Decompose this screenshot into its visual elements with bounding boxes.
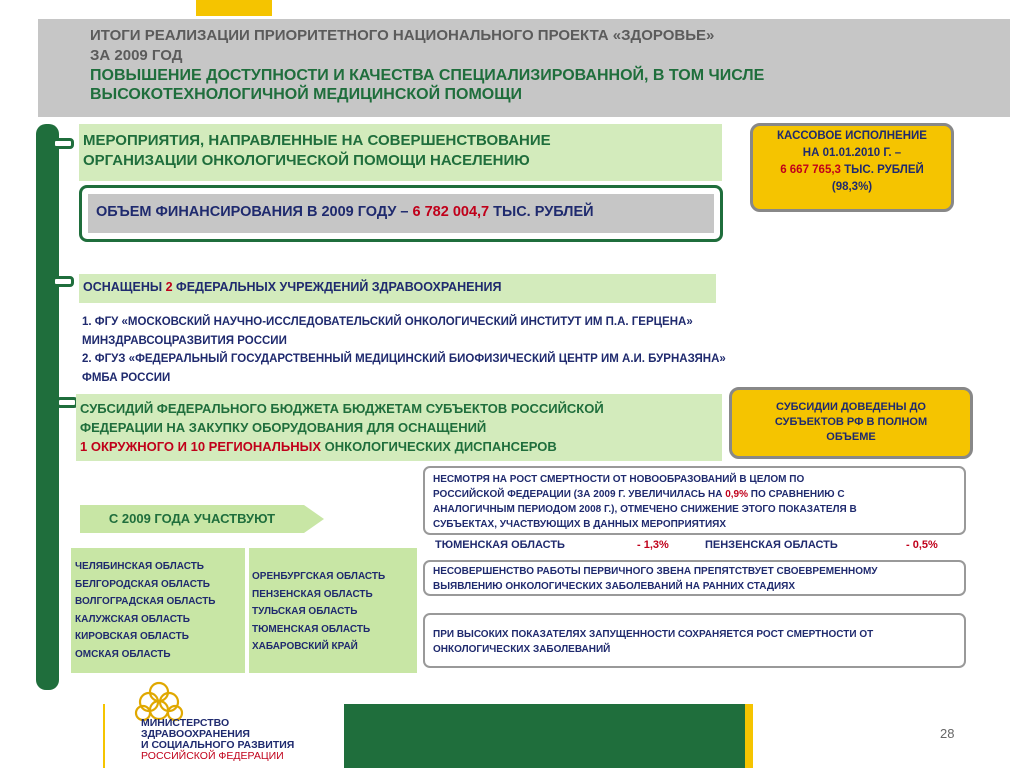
- mortality-note: [423, 466, 966, 535]
- equipped-suffix: ФЕДЕРАЛЬНЫХ УЧРЕЖДЕНИЙ ЗДРАВООХРАНЕНИЯ: [172, 280, 502, 294]
- header-line-3: ПОВЫШЕНИЕ ДОСТУПНОСТИ И КАЧЕСТВА СПЕЦИАЛИЗИРОВАННОЙ, В ТОМ ЧИСЛЕ: [90, 67, 765, 84]
- ministry-line-3: И СОЦИАЛЬНОГО РАЗВИТИЯ: [141, 739, 295, 751]
- ministry-line-4: РОССИЙСКОЙ ФЕДЕРАЦИИ: [141, 750, 284, 762]
- late-diagnosis-note: [423, 613, 966, 668]
- participation-label: С 2009 ГОДА УЧАСТВУЮТ: [108, 511, 276, 526]
- section-subsidies: [76, 394, 722, 461]
- top-accent-strip: [196, 0, 272, 16]
- note1-line-3: АНАЛОГИЧНЫМ ПЕРИОДОМ 2008 Г.), ОТМЕЧЕНО СНИЖЕНИЕ ЭТОГО ПОКАЗАТЕЛЯ В: [433, 504, 857, 515]
- subsidies-line-2: ФЕДЕРАЦИИ НА ЗАКУПКУ ОБОРУДОВАНИЯ ДЛЯ ОСНАЩЕНИЙ: [80, 420, 487, 435]
- section-equipped-institutions: [79, 274, 716, 303]
- equipped-count: 2: [165, 280, 173, 294]
- institution-2-name: 2. ФГУЗ «ФЕДЕРАЛЬНЫЙ ГОСУДАРСТВЕННЫЙ МЕДИЦИНСКИЙ БИОФИЗИЧЕСКИЙ ЦЕНТР ИМ А.И. БУРНАЗЯНА»: [82, 353, 726, 365]
- subsidies-count: 1 ОКРУЖНОГО И 10 РЕГИОНАЛЬНЫХ: [80, 439, 322, 454]
- header-line-2: ЗА 2009 ГОД: [90, 47, 183, 64]
- ministry-line-2: ЗДРАВООХРАНЕНИЯ: [141, 728, 250, 740]
- footer-yellow-strip: [745, 704, 753, 768]
- region-item: БЕЛГОРОДСКАЯ ОБЛАСТЬ: [75, 578, 210, 590]
- regions-left-list: [71, 548, 245, 673]
- subsidies-delivered-box: [729, 387, 973, 459]
- institution-1-name: 1. ФГУ «МОСКОВСКИЙ НАУЧНО-ИССЛЕДОВАТЕЛЬСКИЙ ОНКОЛОГИЧЕСКИЙ ИНСТИТУТ ИМ П.А. ГЕРЦЕНА»: [82, 316, 693, 328]
- region-item: КИРОВСКАЯ ОБЛАСТЬ: [75, 631, 189, 642]
- subsidy-line-2: СУБЪЕКТОВ РФ В ПОЛНОМ: [774, 416, 928, 428]
- subsidies-line-1: СУБСИДИЙ ФЕДЕРАЛЬНОГО БЮДЖЕТА БЮДЖЕТАМ СУБЪЕКТОВ РОССИЙСКОЙ: [80, 401, 604, 416]
- note1-line-1: НЕСМОТРЯ НА РОСТ СМЕРТНОСТИ ОТ НОВООБРАЗОВАНИЙ В ЦЕЛОМ ПО: [433, 474, 805, 485]
- section-title-line-2: ОРГАНИЗАЦИИ ОНКОЛОГИЧЕСКОЙ ПОМОЩИ НАСЕЛЕНИЮ: [83, 152, 530, 169]
- cash-value: 6 667 765,3: [780, 164, 841, 176]
- header-line-4: ВЫСОКОТЕХНОЛОГИЧНОЙ МЕДИЦИНСКОЙ ПОМОЩИ: [90, 86, 523, 103]
- note1-increase: 0,9%: [725, 489, 748, 500]
- footer-divider: [103, 704, 105, 768]
- funding-suffix: ТЫС. РУБЛЕЙ: [489, 204, 594, 220]
- timeline-marker: [52, 138, 74, 149]
- subsidy-line-3: ОБЪЕМЕ: [826, 431, 876, 443]
- stat-region-1: ТЮМЕНСКАЯ ОБЛАСТЬ: [435, 539, 565, 551]
- region-item: ТУЛЬСКАЯ ОБЛАСТЬ: [252, 606, 358, 617]
- header-banner: [38, 19, 1010, 117]
- institution-1-ministry: МИНЗДРАВСОЦРАЗВИТИЯ РОССИИ: [82, 334, 287, 347]
- cash-execution-box: [750, 123, 954, 212]
- primary-care-note: [423, 560, 966, 596]
- cash-unit: ТЫС. РУБЛЕЙ: [840, 164, 924, 176]
- region-item: ВОЛГОГРАДСКАЯ ОБЛАСТЬ: [75, 596, 216, 607]
- note1-line-2b: ПО СРАВНЕНИЮ С: [748, 489, 845, 500]
- institutions-list: [82, 313, 882, 387]
- equipped-prefix: ОСНАЩЕНЫ: [83, 280, 166, 294]
- region-item: ХАБАРОВСКИЙ КРАЙ: [252, 641, 358, 652]
- header-line-1: ИТОГИ РЕАЛИЗАЦИИ ПРИОРИТЕТНОГО НАЦИОНАЛЬНОГО ПРОЕКТА «ЗДОРОВЬЕ»: [90, 27, 715, 44]
- note1-line-2a: РОССИЙСКОЙ ФЕДЕРАЦИИ (ЗА 2009 Г. УВЕЛИЧИЛАСЬ НА: [433, 489, 726, 500]
- note2-line-1: НЕСОВЕРШЕНСТВО РАБОТЫ ПЕРВИЧНОГО ЗВЕНА ПРЕПЯТСТВУЕТ СВОЕВРЕМЕННОМУ: [433, 566, 878, 577]
- footer-green-block: [344, 704, 745, 768]
- region-item: ЧЕЛЯБИНСКАЯ ОБЛАСТЬ: [75, 561, 204, 572]
- note3-line-2: ОНКОЛОГИЧЕСКИХ ЗАБОЛЕВАНИЙ: [433, 644, 611, 655]
- subsidies-rest: ОНКОЛОГИЧЕСКИХ ДИСПАНСЕРОВ: [321, 439, 557, 454]
- region-item: ОМСКАЯ ОБЛАСТЬ: [75, 648, 171, 660]
- region-item: ТЮМЕНСКАЯ ОБЛАСТЬ: [252, 623, 371, 635]
- stat-value-1: - 1,3%: [637, 539, 669, 551]
- section-title-line-1: МЕРОПРИЯТИЯ, НАПРАВЛЕННЫЕ НА СОВЕРШЕНСТВОВАНИЕ: [83, 132, 551, 149]
- note2-line-2: ВЫЯВЛЕНИЮ ОНКОЛОГИЧЕСКИХ ЗАБОЛЕВАНИЙ НА РАННИХ СТАДИЯХ: [433, 581, 796, 592]
- funding-frame: [79, 185, 723, 242]
- funding-value: 6 782 004,7: [412, 204, 490, 220]
- funding-box: [88, 194, 714, 233]
- note1-line-4: СУБЪЕКТАХ, УЧАСТВУЮЩИХ В ДАННЫХ МЕРОПРИЯТИЯХ: [433, 519, 726, 530]
- ministry-name: [141, 718, 294, 762]
- region-item: ПЕНЗЕНСКАЯ ОБЛАСТЬ: [252, 588, 373, 600]
- funding-prefix: ОБЪЕМ ФИНАНСИРОВАНИЯ В 2009 ГОДУ –: [96, 204, 413, 220]
- left-timeline-bar: [36, 124, 59, 690]
- stat-value-2: - 0,5%: [906, 539, 938, 551]
- region-item: ОРЕНБУРГСКАЯ ОБЛАСТЬ: [252, 571, 386, 582]
- timeline-marker: [52, 276, 74, 287]
- institution-2-ministry: ФМБА РОССИИ: [82, 371, 171, 384]
- timeline-marker: [56, 397, 78, 408]
- note3-line-1: ПРИ ВЫСОКИХ ПОКАЗАТЕЛЯХ ЗАПУЩЕННОСТИ СОХРАНЯЕТСЯ РОСТ СМЕРТНОСТИ ОТ: [433, 629, 874, 640]
- stat-region-2: ПЕНЗЕНСКАЯ ОБЛАСТЬ: [705, 539, 838, 551]
- regions-right-list: [249, 548, 417, 673]
- subsidy-line-1: СУБСИДИИ ДОВЕДЕНЫ ДО: [776, 401, 926, 413]
- cash-percent: (98,3%): [831, 181, 873, 193]
- region-item: КАЛУЖСКАЯ ОБЛАСТЬ: [75, 613, 190, 625]
- cash-line-1: КАССОВОЕ ИСПОЛНЕНИЕ: [777, 130, 927, 142]
- section-oncology-measures: [79, 124, 722, 181]
- ministry-line-1: МИНИСТЕРСТВО: [141, 717, 230, 729]
- cash-line-2: НА 01.01.2010 Г. –: [802, 147, 902, 159]
- page-number: 28: [940, 726, 955, 741]
